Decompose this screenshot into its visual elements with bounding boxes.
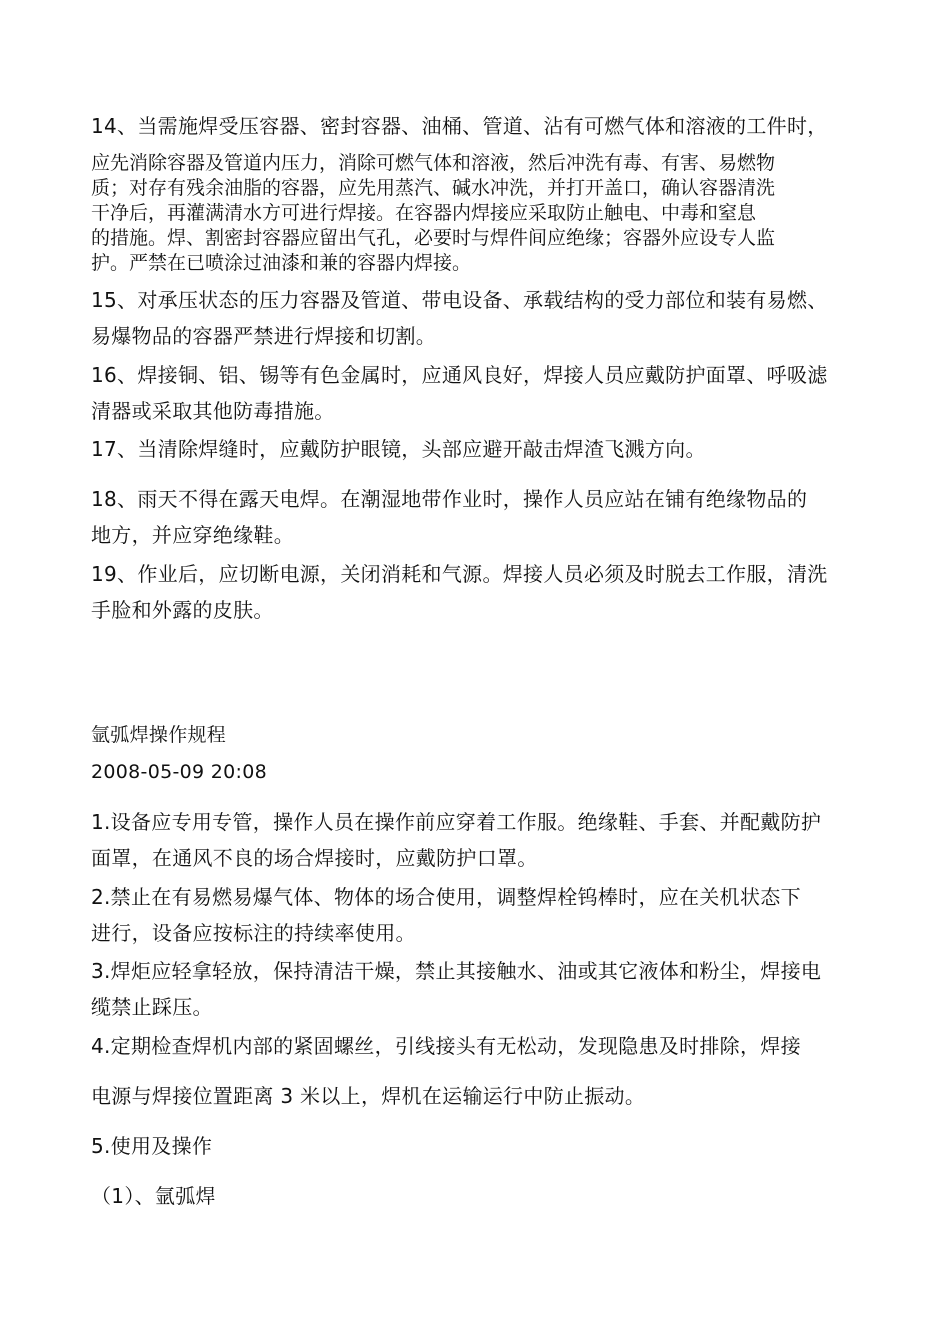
rule-14-line-3: 质；对存有残余油脂的容器，应先用蒸汽、碱水冲洗，并打开盖口，确认容器清洗 bbox=[91, 177, 776, 199]
item-5-1-heading: （1）、氩弧焊 bbox=[91, 1184, 216, 1208]
rule-15-line-2: 易爆物品的容器严禁进行焊接和切割。 bbox=[91, 324, 437, 348]
item-5-heading: 5.使用及操作 bbox=[91, 1134, 213, 1158]
item-4-line-1: 4.定期检查焊机内部的紧固螺丝，引线接头有无松动，发现隐患及时排除，焊接 bbox=[91, 1034, 801, 1058]
rule-16-line-2: 清器或采取其他防毒措施。 bbox=[91, 399, 335, 423]
section-timestamp: 2008-05-09 20:08 bbox=[91, 761, 268, 783]
item-3-line-1: 3.焊炬应轻拿轻放，保持清洁干燥，禁止其接触水、油或其它液体和粉尘，焊接电 bbox=[91, 959, 822, 983]
rule-14-line-1: 14、当需施焊受压容器、密封容器、油桶、管道、沾有可燃气体和溶液的工件时， bbox=[91, 114, 828, 138]
rule-16-line-1: 16、焊接铜、铝、锡等有色金属时，应通风良好，焊接人员应戴防护面罩、呼吸滤 bbox=[91, 363, 828, 387]
item-1-line-2: 面罩，在通风不良的场合焊接时，应戴防护口罩。 bbox=[91, 846, 538, 870]
rule-15-line-1: 15、对承压状态的压力容器及管道、带电设备、承载结构的受力部位和装有易燃、 bbox=[91, 288, 828, 312]
item-1-line-1: 1.设备应专用专管，操作人员在操作前应穿着工作服。绝缘鞋、手套、并配戴防护 bbox=[91, 810, 822, 834]
item-2-line-1: 2.禁止在有易燃易爆气体、物体的场合使用，调整焊栓钨棒时，应在关机状态下 bbox=[91, 885, 801, 909]
section-title: 氩弧焊操作规程 bbox=[91, 724, 227, 746]
rule-18-line-1: 18、雨天不得在露天电焊。在潮湿地带作业时，操作人员应站在铺有绝缘物品的 bbox=[91, 487, 808, 511]
rule-18-line-2: 地方，并应穿绝缘鞋。 bbox=[91, 523, 294, 547]
item-4-line-2: 电源与焊接位置距离 3 米以上，焊机在运输运行中防止振动。 bbox=[91, 1084, 646, 1108]
rule-17-line-1: 17、当清除焊缝时，应戴防护眼镜，头部应避开敲击焊渣飞溅方向。 bbox=[91, 437, 706, 461]
rule-19-line-2: 手脸和外露的皮肤。 bbox=[91, 598, 274, 622]
rule-14-line-2: 应先消除容器及管道内压力，消除可燃气体和溶液，然后冲洗有毒、有害、易燃物 bbox=[91, 152, 776, 174]
item-2-line-2: 进行，设备应按标注的持续率使用。 bbox=[91, 921, 416, 945]
rule-14-line-6: 护。严禁在已喷涂过油漆和兼的容器内焊接。 bbox=[91, 252, 472, 274]
item-3-line-2: 缆禁止踩压。 bbox=[91, 995, 213, 1019]
rule-19-line-1: 19、作业后，应切断电源，关闭消耗和气源。焊接人员必须及时脱去工作服，清洗 bbox=[91, 562, 828, 586]
rule-14-line-4: 干净后，再灌满清水方可进行焊接。在容器内焊接应采取防止触电、中毒和窒息 bbox=[91, 202, 757, 224]
rule-14-line-5: 的措施。焊、割密封容器应留出气孔，必要时与焊件间应绝缘；容器外应设专人监 bbox=[91, 227, 776, 249]
